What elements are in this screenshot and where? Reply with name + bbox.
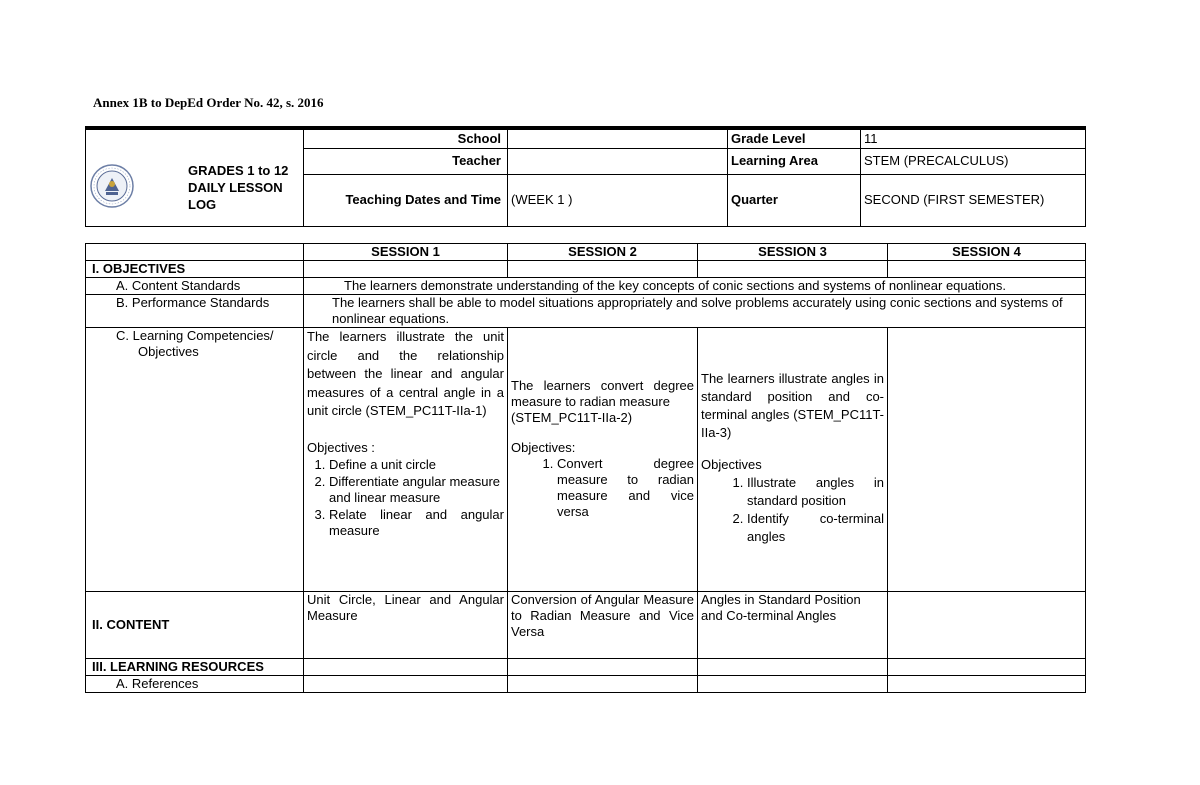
references-label: A. References: [86, 676, 304, 693]
performance-standards-label: B. Performance Standards: [86, 295, 304, 328]
competencies-row: [86, 328, 1086, 592]
objectives-row: [86, 261, 1086, 278]
teaching-dates-value: (WEEK 1 ): [508, 174, 728, 226]
grade-level-value: 11: [861, 128, 1086, 148]
session-1-objectives-heading: Objectives :: [307, 439, 375, 455]
session-3-objective-1: 1. Illustrate angles in standard position: [747, 474, 884, 510]
session-4-content: [888, 592, 1086, 659]
lesson-log-table: [85, 243, 1086, 693]
session-1-content: Unit Circle, Linear and Angular Measure: [304, 592, 508, 659]
session-4-competencies: [888, 328, 1086, 592]
header-title-cell: [86, 128, 304, 226]
header-title-line2: DAILY LESSON LOG: [188, 180, 283, 212]
session-2-objectives-heading: Objectives:: [511, 440, 576, 455]
session-1-objective-2: 2. Differentiate angular measure and linear measure: [329, 474, 504, 507]
quarter-value: SECOND (FIRST SEMESTER): [861, 174, 1086, 226]
session-3-objective-2: 2. Identify co-terminal angles: [747, 510, 884, 546]
session-3-competency-text: The learners illustrate angles in standard position and co-terminal angles (STEM_PC11T-IIa-3): [701, 371, 884, 440]
session-2-objectives-list: [511, 456, 694, 520]
performance-standards-text: The learners shall be able to model situations appropriately and solve problems accurately using conic sections and systems of nonlinear equations.: [304, 295, 1086, 328]
sessions-header-row: [86, 244, 1086, 261]
content-row: [86, 592, 1086, 659]
competencies-label-line2: Objectives: [138, 344, 199, 359]
session-3-competencies: [698, 328, 888, 592]
learning-area-value: STEM (PRECALCULUS): [861, 148, 1086, 174]
session-1-competencies: [304, 328, 508, 592]
session-3-objectives-heading: Objectives: [701, 457, 762, 472]
teacher-label: Teacher: [304, 148, 508, 174]
competencies-label: [86, 328, 304, 592]
deped-seal-icon: [90, 164, 134, 208]
session-3-header: SESSION 3: [698, 244, 888, 261]
content-heading: II. CONTENT: [86, 592, 304, 659]
blank-corner-cell: [86, 244, 304, 261]
school-value: [508, 128, 728, 148]
objectives-heading: I. OBJECTIVES: [86, 261, 304, 278]
grade-level-label: Grade Level: [728, 128, 861, 148]
session-3-objectives-list: [701, 474, 884, 546]
session-1-objectives-list: [307, 457, 504, 540]
session-2-header: SESSION 2: [508, 244, 698, 261]
session-1-competency-text: The learners illustrate the unit circle and the relationship between the linear and angular measures of a central angle in a unit circle (STEM_PC11T-IIa-1): [307, 329, 504, 418]
references-row: [86, 676, 1086, 693]
performance-standards-row: [86, 295, 1086, 328]
session-1-objective-3: 3. Relate linear and angular measure: [329, 507, 504, 540]
quarter-label: Quarter: [728, 174, 861, 226]
session-1-header: SESSION 1: [304, 244, 508, 261]
school-label: School: [304, 128, 508, 148]
content-standards-label: A. Content Standards: [86, 278, 304, 295]
learning-resources-heading: III. LEARNING RESOURCES: [86, 659, 304, 676]
session-2-objective-1: 1. Convert degree measure to radian measure and vice versa: [557, 456, 694, 520]
teaching-dates-label: Teaching Dates and Time: [304, 174, 508, 226]
header-title-line1: GRADES 1 to 12: [188, 163, 289, 178]
content-standards-row: [86, 278, 1086, 295]
session-2-competency-text: The learners convert degree measure to radian measure: [511, 378, 694, 409]
annex-title: Annex 1B to DepEd Order No. 42, s. 2016: [93, 95, 324, 110]
content-standards-text: The learners demonstrate understanding of the key concepts of conic sections and systems of nonlinear equations.: [304, 278, 1086, 295]
competencies-label-line1: C. Learning Competencies/: [116, 328, 274, 343]
session-2-competencies: [508, 328, 698, 592]
teacher-value: [508, 148, 728, 174]
learning-resources-row: [86, 659, 1086, 676]
learning-area-label: Learning Area: [728, 148, 861, 174]
session-2-competency-code: (STEM_PC11T-IIa-2): [511, 410, 633, 425]
session-1-objective-1: 1. Define a unit circle: [329, 457, 504, 474]
session-4-header: SESSION 4: [888, 244, 1086, 261]
header-table: [85, 126, 1086, 227]
session-2-content: Conversion of Angular Measure to Radian Measure and Vice Versa: [508, 592, 698, 659]
session-3-content: Angles in Standard Position and Co-terminal Angles: [698, 592, 888, 659]
